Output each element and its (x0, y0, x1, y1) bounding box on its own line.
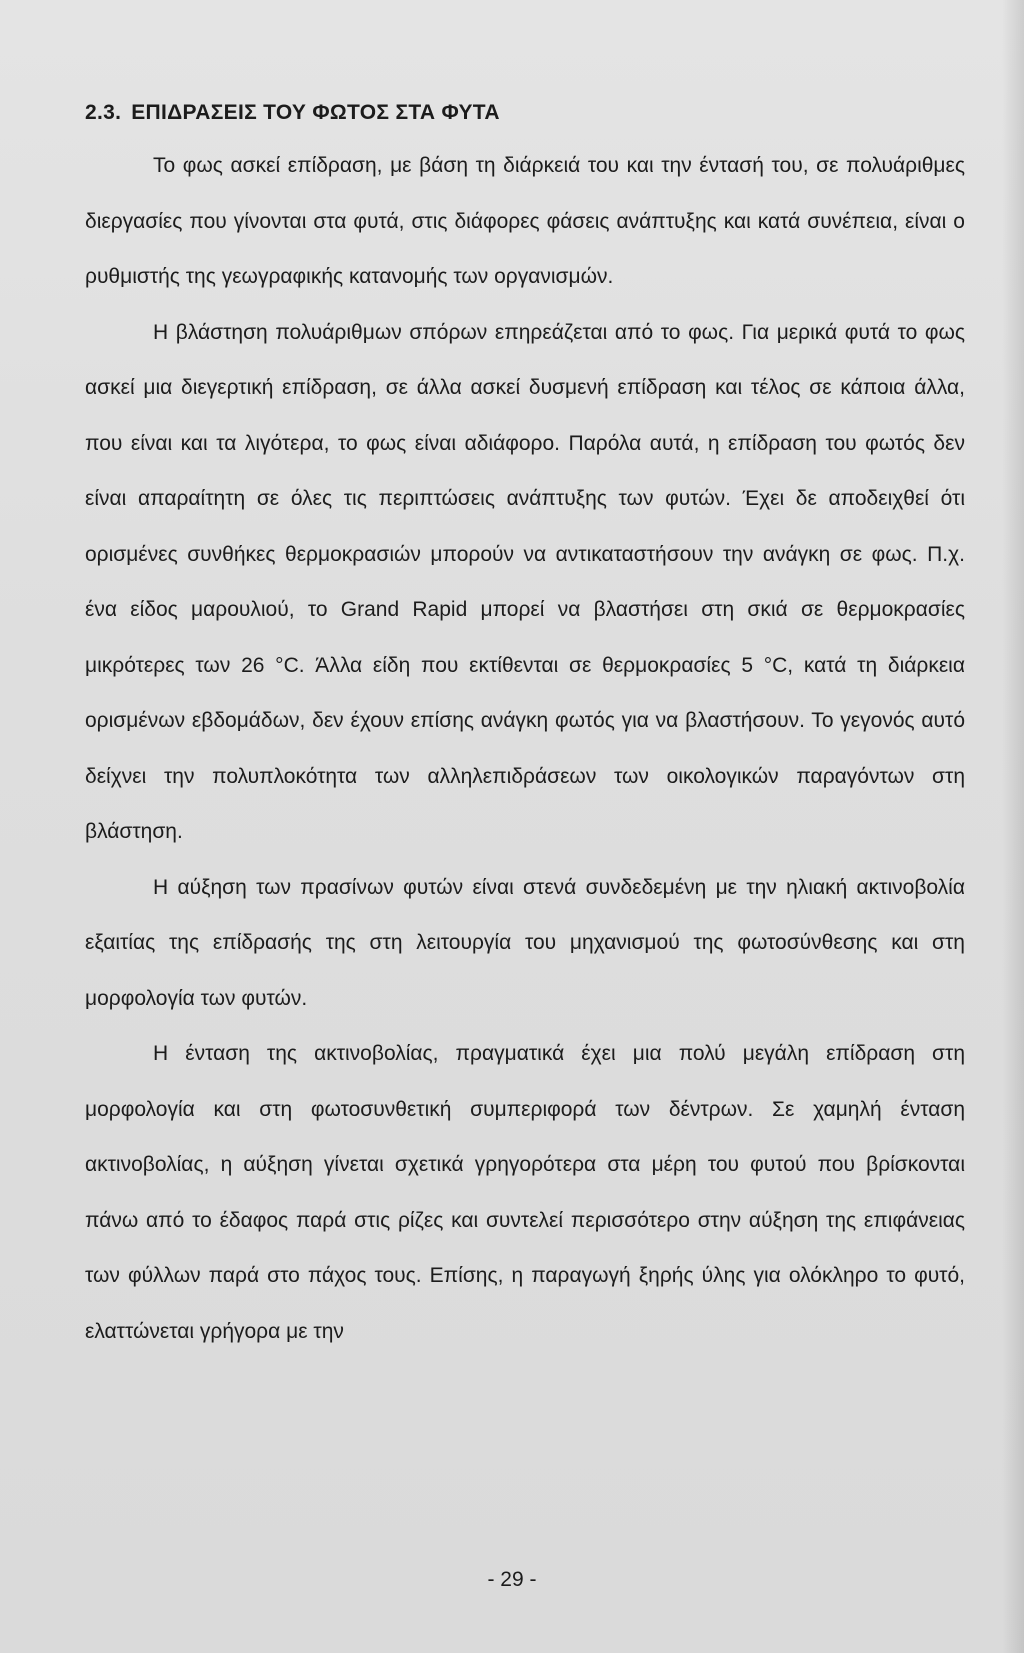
paragraph-4: Η ένταση της ακτινοβολίας, πραγματικά έχει μια πολύ μεγάλη επίδραση στη μορφολογία και στη φωτοσυνθετική συμπεριφορά των δέντρων. Σε χαμηλή ένταση ακτινοβολίας, η αύξηση γίνεται σχετικά γρηγορότερα στα μέρη του φυτού που βρίσκονται πάνω από το έδαφος παρά στις ρίζες και συντελεί περισσότερο στην αύξηση της επιφάνειας των φύλλων παρά στο πάχος τους. Επίσης, η παραγωγή ξηρής ύλης για ολόκληρο το φυτό, ελαττώνεται γρήγορα με την (85, 1042, 965, 1343)
page-edge-shadow (1002, 0, 1024, 1653)
paragraph-1: Το φως ασκεί επίδραση, με βάση τη διάρκειά του και την έντασή του, σε πολυάριθμες διεργασίες που γίνονται στα φυτά, στις διάφορες φάσεις ανάπτυξης και κατά συνέπεια, είναι ο ρυθμιστής της γεωγραφικής κατανομής των οργανισμών. (85, 154, 965, 288)
section-number: 2.3. (85, 101, 122, 124)
paragraph-2: Η βλάστηση πολυάριθμων σπόρων επηρεάζεται από το φως. Για μερικά φυτά το φως ασκεί μια διεγερτική επίδραση, σε άλλα ασκεί δυσμενή επίδραση και τέλος σε κάποια άλλα, που είναι και τα λιγότερα, το φως είναι αδιάφορο. Παρόλα αυτά, η επίδραση του φωτός δεν είναι απαραίτητη σε όλες τις περιπτώσεις ανάπτυξης των φυτών. Έχει δε αποδειχθεί ότι ορισμένες συνθήκες θερμοκρασιών μπορούν να αντικαταστήσουν την ανάγκη σε φως. Π.χ. ένα είδος μαρουλιού, το Grand Rapid μπορεί να βλαστήσει στη σκιά σε θερμοκρασίες μικρότερες των 26 °C. Άλλα είδη που εκτίθενται σε θερμοκρασίες 5 °C, κατά τη διάρκεια ορισμένων εβδομάδων, δεν έχουν επίσης ανάγκη φωτός για να βλαστήσουν. Το γεγονός αυτό δείχνει την πολυπλοκότητα των αλληλεπιδράσεων των οικολογικών παραγόντων στη βλάστηση. (85, 320, 965, 843)
paragraph-3: Η αύξηση των πρασίνων φυτών είναι στενά συνδεδεμένη με την ηλιακή ακτινοβολία εξαιτίας της επίδρασής της στη λειτουργία του μηχανισμού της φωτοσύνθεσης και στη μορφολογία των φυτών. (85, 875, 965, 1010)
page-content (85, 100, 965, 1359)
page-number: - 29 - (487, 1568, 537, 1591)
section-heading (85, 100, 965, 126)
section-title: ΕΠΙΔΡΑΣΕΙΣ ΤΟΥ ΦΩΤΟΣ ΣΤΑ ΦΥΤΑ (131, 101, 500, 124)
